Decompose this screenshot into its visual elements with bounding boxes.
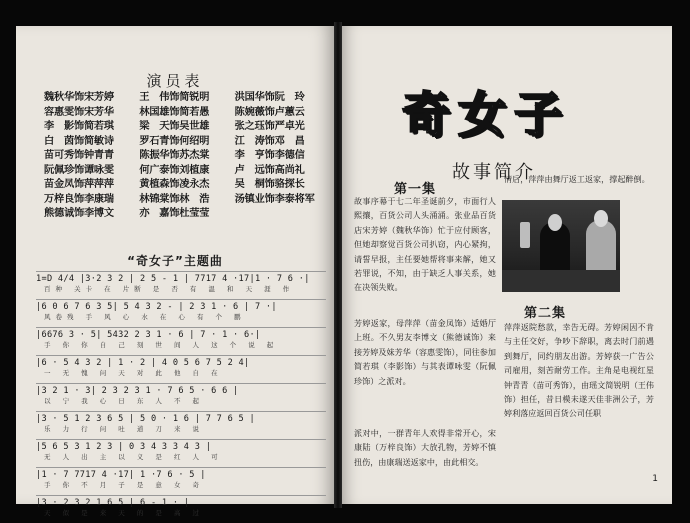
left-page bbox=[16, 26, 334, 517]
score-notes: |3 · 2 3 2 1 6 5 | 6 - 1 · | bbox=[36, 495, 326, 509]
cast-entry: 吴 桐饰骆探长 bbox=[234, 179, 305, 190]
episode-1-party: 芳婷返家，母萍萍（苗金凤饰）适婚厅上班。不久男友李博文（熊德诚饰）来接芳婷及妹芳华（容惠雯饰），同往参加简若琪（李影饰）与其表谭咏雯（阮佩珍饰）之派对。 bbox=[354, 318, 496, 386]
cast-entry: 李 影饰简若琪 bbox=[44, 121, 114, 132]
cast-entry: 白 茵饰简敏诗 bbox=[44, 135, 114, 147]
cast-entry: 何广泰饰刘植康 bbox=[139, 164, 210, 176]
music-score bbox=[36, 271, 326, 523]
score-notes: |5 6 5 3 1 2 3 | 0 3 4 3 3 4 3 | bbox=[36, 439, 326, 453]
score-lyrics: 手 你 不 月 子 是 意 女 奇 bbox=[44, 481, 205, 489]
score-lyrics: 风卷残 手 风 心 水 在 心 有 个 鹏 bbox=[44, 313, 246, 321]
book-title: 奇女子 bbox=[402, 87, 571, 143]
score-notes: |6 0 6 7 6 3 5| 5 4 3 2 - | 2 3 1 · 6 | 7 ·| bbox=[36, 299, 326, 313]
cast-entry: 亦 嘉饰杜莹莹 bbox=[139, 208, 210, 219]
cast-entry: 黄植森饰凌永杰 bbox=[139, 179, 210, 190]
episode-2-text: 萍萍返院愁款，幸告无碍。芳婷闲因不肯与主任交好，争吵下辞职，离去时门前遇到舞厅，同约朋友出游。芳婷获一广告公司雇用，刻苦耐劳工作。主角是电视红星钟青青（苗可秀饰），由瑶文简锐明（王伟饰）担任，昔日模未遂天佳非洲公子，芳婷利落应返回百货公司任职 bbox=[504, 322, 654, 419]
cast-entry: 江 涛饰邓 昌 bbox=[234, 135, 305, 147]
cast-entry bbox=[235, 208, 326, 221]
episode-2-heading: 第二集 bbox=[524, 306, 567, 321]
theme-song-title: “奇女子”主题曲 bbox=[127, 254, 223, 268]
cast-entry: 李 亨饰李德信 bbox=[234, 150, 305, 161]
score-lyrics: 以 宁 我 心 日 东 人 不 起 bbox=[44, 397, 205, 405]
cast-entry: 苗金凤饰萍萍萍 bbox=[44, 179, 114, 190]
score-line bbox=[36, 299, 326, 327]
score-line bbox=[36, 467, 326, 495]
score-notes: 1=D 4/4 |3·2 3 2 | 2 5 - 1 | 7717 4 ·17|1 · 7 6 ·| bbox=[36, 271, 326, 285]
cast-entry: 陈婉薇饰卢蕙云 bbox=[234, 106, 305, 118]
score-lyrics: 乐 力 行 问 吐 道 刀 来 说 bbox=[44, 425, 205, 433]
episode-still-photo bbox=[502, 200, 620, 292]
score-line bbox=[36, 271, 326, 299]
cast-entry: 梁 天饰吴世雄 bbox=[139, 121, 210, 132]
cast-entry: 林锦棠饰林 浩 bbox=[139, 193, 210, 205]
score-notes: |6676 3 · 5| 5432 2 3 1 · 6 | 7 · 1 · 6·| bbox=[36, 327, 326, 341]
score-line bbox=[36, 495, 326, 523]
cast-entry: 苗可秀饰钟青青 bbox=[44, 150, 114, 161]
episode-1-ending: 派对中，一群青年人欢得非常开心，宋康陆（万梓良饰）大放孔物，芳婷不慎扭伤，由康瑞送返家中，由此相交。 bbox=[354, 428, 496, 467]
episode-1-continuation: 情后，萍萍由舞厅返工返家，撑起醉倒。 bbox=[504, 174, 650, 184]
score-lyrics: 百种 关卡 在 片断 是 否 有 温 和 天 涯 作 bbox=[44, 285, 295, 293]
score-lyrics: 无 人 出 主 以 义 是 红 人 可 bbox=[44, 453, 223, 461]
score-notes: |3 · 5 1 2 3 6 5 | 5 0 · 1 6 | 7 7 6 5 | bbox=[36, 411, 326, 425]
cast-entry: 魏秋华饰宋芳婷 bbox=[44, 92, 114, 103]
score-lyrics: 一 无 愧 问 天 对 此 他 自 在 bbox=[44, 369, 223, 377]
score-line bbox=[36, 411, 326, 439]
cast-entry: 洪国华饰阮 玲 bbox=[234, 92, 305, 103]
page-number: 1 bbox=[652, 474, 658, 484]
cast-entry: 卢 远饰高尚礼 bbox=[234, 164, 305, 176]
episode-1-text: 故事序幕于七二年圣诞前夕，市面行人熙攘，百货公司人头涌涌。张业品百货店宋芳婷（魏秋华饰）忙于应付顾客，但她却察觉百货公司扒窃，内心紧拘，请誓早报，主任要她帮将事来解，她又若罪说，不知，由于缺乏人事关系，她在决领失败。 bbox=[354, 196, 496, 293]
score-line bbox=[36, 355, 326, 383]
episode-1-heading: 第一集 bbox=[394, 182, 437, 197]
cast-entry: 汤镇业饰李泰将军 bbox=[234, 193, 315, 205]
cast-title: 演员表 bbox=[146, 72, 204, 90]
cast-entry: 容惠雯饰宋芳华 bbox=[44, 106, 114, 118]
score-line bbox=[36, 327, 326, 355]
cast-list bbox=[44, 92, 326, 221]
score-line bbox=[36, 439, 326, 467]
score-notes: |6 · 5 4 3 2 | 1 · 2 | 4 0 5 6 7 5 2 4| bbox=[36, 355, 326, 369]
cast-entry: 阮佩珍饰谭咏雯 bbox=[44, 164, 114, 176]
synopsis-subtitle: 故事简介 bbox=[452, 162, 536, 183]
right-page bbox=[342, 26, 672, 504]
score-lyrics: 天 似 是 来 天 的 是 高 过 bbox=[44, 509, 205, 517]
score-notes: |3 2 1 · 3| 2 3 2 3 1 · 7 6 5 · 6 6 | bbox=[36, 383, 326, 397]
score-line bbox=[36, 383, 326, 411]
cast-entry: 熊德诚饰李博文 bbox=[44, 208, 114, 219]
score-lyrics: 手 你 你 自 己 刻 世 间 人 这 个 说 起 bbox=[44, 341, 279, 349]
cast-entry: 王 伟饰简锐明 bbox=[139, 92, 210, 103]
cast-entry: 陈振华饰苏杰棠 bbox=[139, 150, 210, 161]
score-notes: |1 · 7 7717 4 ·17| 1 ·7 6 · 5 | bbox=[36, 467, 326, 481]
cast-entry: 林国雄饰简若愚 bbox=[139, 106, 210, 118]
cast-entry: 张之珏饰严卓光 bbox=[234, 121, 305, 132]
cast-entry: 罗石青饰何绍明 bbox=[139, 135, 210, 147]
book-gutter bbox=[334, 22, 342, 508]
cast-entry: 万梓良饰李康瑞 bbox=[44, 193, 114, 205]
